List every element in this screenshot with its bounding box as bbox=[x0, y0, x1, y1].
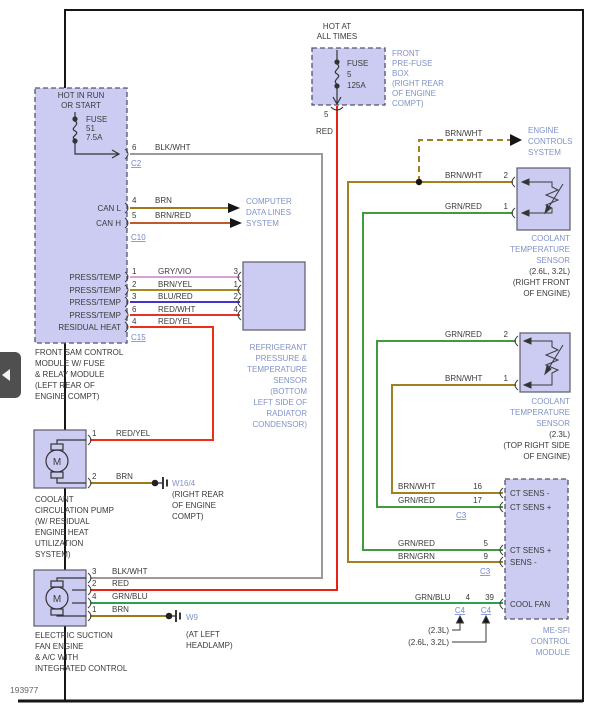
wire-label: BRN/WHT bbox=[398, 482, 436, 491]
sensor2-label: OF ENGINE) bbox=[523, 452, 570, 461]
engine-controls-label: SYSTEM bbox=[528, 148, 561, 157]
mesfi-caption: ME-SFI bbox=[542, 626, 570, 635]
fuse51-name: FUSE bbox=[86, 115, 108, 124]
fan-pin: 1 bbox=[92, 605, 97, 614]
ground-w9-icon bbox=[166, 610, 180, 622]
mesfi-pin-label: CT SENS - bbox=[510, 489, 550, 498]
fan-pin: 2 bbox=[92, 579, 97, 588]
pump-caption: (W/ RESIDUAL bbox=[35, 517, 90, 526]
arrow-computer-2-icon bbox=[230, 218, 242, 228]
pump-motor-letter: M bbox=[52, 457, 62, 468]
refrigerant-label: SENSOR bbox=[273, 376, 307, 385]
pin-4: 4 bbox=[132, 196, 137, 205]
computer-line3: SYSTEM bbox=[246, 219, 279, 228]
fuse51-number: 51 bbox=[86, 124, 95, 133]
sensor2-label: SENSOR bbox=[536, 419, 570, 428]
sensor1-label: COOLANT bbox=[531, 234, 570, 243]
connector-c2[interactable]: C2 bbox=[131, 159, 142, 168]
press-row-pin: 1 bbox=[132, 267, 137, 276]
wire-label: RED bbox=[112, 579, 129, 588]
press-row-pin: 3 bbox=[132, 292, 137, 301]
press-row-label: PRESS/TEMP bbox=[69, 298, 121, 307]
connector-c3[interactable]: C3 bbox=[456, 511, 467, 520]
ground-note: (RIGHT REAR bbox=[172, 490, 224, 499]
computer-line1: COMPUTER bbox=[246, 197, 292, 206]
wire-label: BRN/WHT bbox=[445, 374, 483, 383]
mesfi-pin-label: COOL FAN bbox=[510, 600, 551, 609]
fan-motor-letter: M bbox=[52, 594, 62, 605]
sensor2-label: COOLANT bbox=[531, 397, 570, 406]
wire-label: BRN/WHT bbox=[445, 171, 483, 180]
sensor1-label: OF ENGINE) bbox=[523, 289, 570, 298]
can-l-label: CAN L bbox=[97, 204, 121, 213]
engine-note-2632: (2.6L, 3.2L) bbox=[408, 638, 449, 647]
press-row-rpin: 1 bbox=[233, 280, 238, 289]
refrigerant-label: TEMPERATURE bbox=[247, 365, 307, 374]
sensor2-label: (TOP RIGHT SIDE bbox=[503, 441, 570, 450]
coolant-temp-sensor1-box bbox=[517, 168, 570, 230]
prefuse-label: PRE-FUSE bbox=[392, 59, 433, 68]
computer-line2: DATA LINES bbox=[246, 208, 292, 217]
sensor1-label: (2.6L, 3.2L) bbox=[529, 267, 570, 276]
press-row-pin: 4 bbox=[132, 317, 137, 326]
wire-label-red-yel: RED/YEL bbox=[116, 429, 151, 438]
fan-caption: & A/C WITH bbox=[35, 653, 79, 662]
wire-label-brn: BRN bbox=[155, 196, 172, 205]
pin-1: 1 bbox=[503, 374, 508, 383]
hot-at-line1: HOT AT bbox=[322, 22, 352, 31]
press-row-wire: RED/YEL bbox=[158, 317, 193, 326]
press-row-label: PRESS/TEMP bbox=[69, 311, 121, 320]
wire-label-brn-wht-dashed: BRN/WHT bbox=[445, 129, 483, 138]
wire-red-yel bbox=[90, 327, 213, 440]
fuse5-rating: 125A bbox=[347, 81, 366, 90]
fan-caption: FAN ENGINE bbox=[35, 642, 84, 651]
pin-5: 5 bbox=[132, 211, 137, 220]
mesfi-caption: CONTROL bbox=[530, 637, 570, 646]
sam-caption: ENGINE COMPT) bbox=[35, 392, 100, 401]
press-row-label: PRESS/TEMP bbox=[69, 273, 121, 282]
engine-note-23: (2.3L) bbox=[428, 626, 449, 635]
pin-4: 4 bbox=[465, 593, 470, 602]
pump-caption: COOLANT bbox=[35, 495, 74, 504]
fan-caption: ELECTRIC SUCTION bbox=[35, 631, 113, 640]
prefuse-label: OF ENGINE bbox=[392, 89, 437, 98]
hot-in-run-line2: OR START bbox=[61, 101, 101, 110]
arrow-engine-controls-icon bbox=[510, 134, 522, 146]
wire-label: GRN/RED bbox=[445, 330, 482, 339]
prefuse-label: COMPT) bbox=[392, 99, 424, 108]
sam-caption: (LEFT REAR OF bbox=[35, 381, 95, 390]
press-row-wire: BLU/RED bbox=[158, 292, 193, 301]
wire-label: GRN/RED bbox=[398, 539, 435, 548]
can-h-label: CAN H bbox=[96, 219, 121, 228]
sam-caption: MODULE W/ FUSE bbox=[35, 359, 105, 368]
ground-ref-w9: W9 bbox=[186, 613, 198, 622]
connector-c3[interactable]: C3 bbox=[480, 567, 491, 576]
press-row-wire: GRY/VIO bbox=[158, 267, 192, 276]
press-row-label: PRESS/TEMP bbox=[69, 286, 121, 295]
press-row-rpin: 4 bbox=[233, 305, 238, 314]
sam-caption: & RELAY MODULE bbox=[35, 370, 105, 379]
ground-w164-icon bbox=[152, 477, 167, 489]
wire-grn-red-sens1 bbox=[363, 213, 513, 550]
engine-controls-label: CONTROLS bbox=[528, 137, 573, 146]
pump-caption: UTILIZATION bbox=[35, 539, 84, 548]
wire-brn-wht-sens1 bbox=[348, 182, 513, 562]
connector-c4[interactable]: C4 bbox=[454, 606, 466, 615]
engine-controls-label: ENGINE bbox=[528, 126, 559, 135]
pin-16: 16 bbox=[473, 482, 482, 491]
pin-17: 17 bbox=[473, 496, 482, 505]
junction-dot bbox=[416, 179, 422, 185]
refrigerant-label: LEFT SIDE OF bbox=[253, 398, 307, 407]
arrow-computer-1-icon bbox=[228, 203, 240, 213]
pump-pin-1: 1 bbox=[92, 429, 97, 438]
sensor1-label: TEMPERATURE bbox=[510, 245, 570, 254]
wire-label-brn-red: BRN/RED bbox=[155, 211, 192, 220]
refrigerant-label: REFRIGERANT bbox=[249, 343, 307, 352]
press-row-rpin: 3 bbox=[233, 267, 238, 276]
prefuse-label: BOX bbox=[392, 69, 409, 78]
ground-note: HEADLAMP) bbox=[186, 641, 233, 650]
refrigerant-label: PRESSURE & bbox=[255, 354, 307, 363]
wire-label: GRN/BLU bbox=[415, 593, 451, 602]
ground-note: OF ENGINE bbox=[172, 501, 217, 510]
sensor1-label: SENSOR bbox=[536, 256, 570, 265]
sensor2-label: TEMPERATURE bbox=[510, 408, 570, 417]
pin-39: 39 bbox=[485, 593, 494, 602]
refrigerant-label: (BOTTOM bbox=[270, 387, 307, 396]
press-row-pin: 2 bbox=[132, 280, 137, 289]
pin-2: 2 bbox=[503, 171, 508, 180]
c4-note-arrows bbox=[452, 616, 490, 642]
sidebar-collapse-tab[interactable] bbox=[0, 352, 21, 398]
prefuse-label: (RIGHT REAR bbox=[392, 79, 444, 88]
wire-label: GRN/RED bbox=[445, 202, 482, 211]
refrigerant-label: RADIATOR bbox=[266, 409, 307, 418]
fuse51-rating: 7.5A bbox=[86, 133, 103, 142]
mesfi-pin-label: CT SENS + bbox=[510, 546, 552, 555]
press-row-pin: 6 bbox=[132, 305, 137, 314]
diagram-number: 193977 bbox=[10, 685, 39, 695]
connector-c4[interactable]: C4 bbox=[480, 606, 492, 615]
sensor2-label: (2.3L) bbox=[549, 430, 570, 439]
wire-brn-wht-sens2 bbox=[392, 385, 516, 493]
mesfi-pin-label: CT SENS + bbox=[510, 503, 552, 512]
mesfi-caption: MODULE bbox=[535, 648, 570, 657]
pump-caption: SYSTEM) bbox=[35, 550, 71, 559]
fuse5-number: 5 bbox=[347, 70, 352, 79]
press-row-wire: RED/WHT bbox=[158, 305, 196, 314]
fuse5-name: FUSE bbox=[347, 59, 369, 68]
fan-pin: 3 bbox=[92, 567, 97, 576]
wire-label: BRN bbox=[112, 605, 129, 614]
fan-caption: INTEGRATED CONTROL bbox=[35, 664, 128, 673]
connector-c15[interactable]: C15 bbox=[131, 333, 146, 342]
press-row-wire: BRN/YEL bbox=[158, 280, 193, 289]
fuse5-pin: 5 bbox=[324, 110, 329, 119]
ground-note: COMPT) bbox=[172, 512, 204, 521]
pump-caption: CIRCULATION PUMP bbox=[35, 506, 114, 515]
pin-2: 2 bbox=[503, 330, 508, 339]
sam-caption: FRONT SAM CONTROL bbox=[35, 348, 124, 357]
wire-label-red: RED bbox=[316, 127, 333, 136]
mesfi-pin-label: SENS - bbox=[510, 558, 537, 567]
pin-5: 5 bbox=[483, 539, 488, 548]
refrigerant-sensor-box bbox=[243, 262, 305, 330]
ground-ref-w164: W16/4 bbox=[172, 479, 196, 488]
wire-label: GRN/RED bbox=[398, 496, 435, 505]
pin-6: 6 bbox=[132, 143, 137, 152]
chevron-left-icon bbox=[2, 369, 10, 381]
press-row-rpin: 2 bbox=[233, 292, 238, 301]
pin-9: 9 bbox=[483, 552, 488, 561]
hot-in-run-line1: HOT IN RUN bbox=[57, 91, 105, 100]
pump-caption: ENGINE HEAT bbox=[35, 528, 89, 537]
prefuse-label: FRONT bbox=[392, 49, 420, 58]
connector-c10[interactable]: C10 bbox=[131, 233, 146, 242]
fan-pin: 4 bbox=[92, 592, 97, 601]
wire-label: BRN/GRN bbox=[398, 552, 435, 561]
wire-label: BLK/WHT bbox=[112, 567, 148, 576]
pump-pin-2: 2 bbox=[92, 472, 97, 481]
hot-at-line2: ALL TIMES bbox=[316, 32, 358, 41]
sensor1-label: (RIGHT FRONT bbox=[512, 278, 570, 287]
residual-heat-label: RESIDUAL HEAT bbox=[58, 323, 121, 332]
wire-label-blk-wht: BLK/WHT bbox=[155, 143, 191, 152]
wire-label-brn: BRN bbox=[116, 472, 133, 481]
wire-label: GRN/BLU bbox=[112, 592, 148, 601]
refrigerant-label: CONDENSOR) bbox=[252, 420, 307, 429]
pin-1: 1 bbox=[503, 202, 508, 211]
ground-note: (AT LEFT bbox=[186, 630, 220, 639]
